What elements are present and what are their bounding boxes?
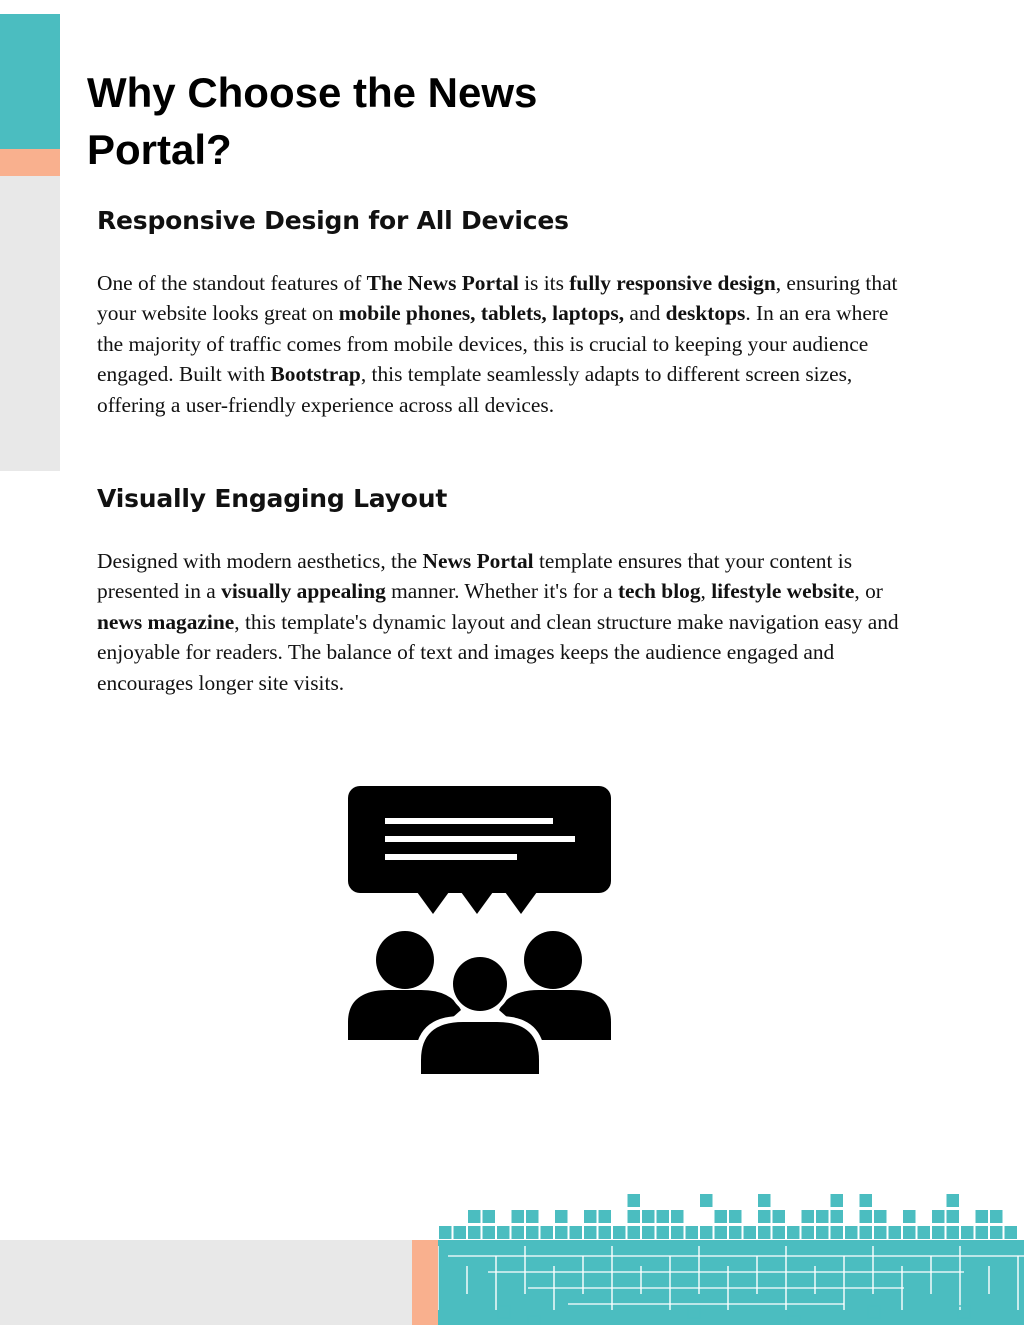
section-paragraph-visual-layout: [97, 546, 909, 698]
text-run: One of the standout features of: [97, 271, 367, 295]
text-run: , ensuring that your website looks great on: [97, 271, 898, 326]
bold-text-run: The News Portal: [366, 271, 519, 295]
bold-text-run: tech blog: [617, 579, 701, 604]
decorative-salmon-bar: [0, 149, 60, 176]
speech-bubble-icon: [348, 786, 611, 914]
text-run: and: [624, 301, 666, 326]
bold-text-run: desktops: [665, 301, 746, 326]
bold-text-run: News Portal: [422, 549, 534, 573]
text-run: Designed with modern aesthetics, the: [97, 549, 423, 573]
text-run: , this template seamlessly adapts to different screen sizes, offering a user-friendly experience across all devices.: [97, 362, 853, 417]
bold-text-run: visually appealing: [221, 579, 386, 604]
footer-gray-band: [0, 1240, 412, 1325]
text-run: template ensures that your content is presented in a: [97, 549, 853, 604]
page-title: Why Choose the News Portal?: [87, 69, 538, 173]
text-run: . In an era where the majority of traffic comes from mobile devices, this is crucial to keeping your audience engaged. Built with: [97, 301, 889, 387]
decorative-gray-bar: [0, 176, 60, 471]
section-heading-visual-layout: Visually Engaging Layout: [97, 484, 448, 513]
audience-discussion-icon: [345, 784, 615, 1078]
text-run: ,: [700, 579, 712, 604]
bold-text-run: mobile phones, tablets, laptops,: [338, 301, 625, 326]
bold-text-run: fully responsive design: [569, 271, 776, 295]
text-run: manner. Whether it's for a: [385, 579, 618, 604]
footer-salmon-strip: [412, 1240, 438, 1325]
bold-text-run: lifestyle website: [711, 579, 855, 604]
text-run: , or: [854, 579, 883, 604]
section-heading-responsive-design: Responsive Design for All Devices: [97, 206, 569, 235]
bold-text-run: Bootstrap: [270, 362, 361, 387]
bold-text-run: news magazine: [97, 609, 235, 634]
text-run: is its: [518, 271, 570, 295]
decorative-teal-bar: [0, 14, 60, 149]
footer-pixel-pattern: [438, 1190, 1024, 1325]
section-paragraph-responsive-design: [97, 268, 909, 420]
text-run: , this template's dynamic layout and clean structure make navigation easy and enjoyable for readers. The balance of text and images keeps the audience engaged and encourages longer site visits.: [97, 609, 899, 695]
